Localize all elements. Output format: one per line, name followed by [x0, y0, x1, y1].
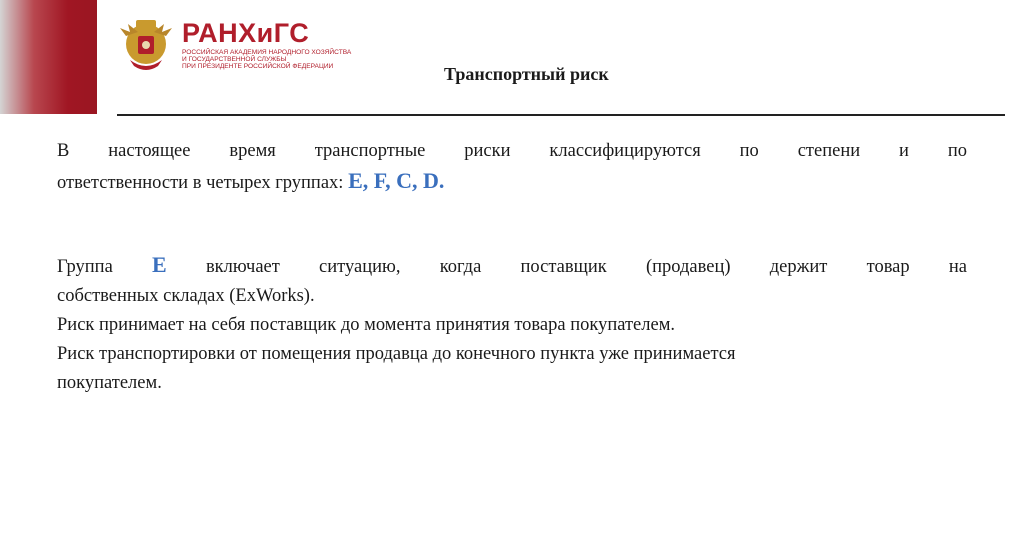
paragraph-group-e: [57, 250, 967, 398]
risk-groups-highlight: E, F, C, D.: [348, 168, 445, 193]
paragraph-line: [57, 166, 967, 198]
paragraph-line: покупателем.: [57, 373, 162, 393]
paragraph-line: [57, 250, 967, 282]
paragraph-line: Риск транспортировки от помещения продавца до конечного пункта уже принимается: [57, 344, 736, 364]
paragraph-line: Риск принимает на себя поставщик до момента принятия товара покупателем.: [57, 315, 676, 335]
paragraph-line: В настоящее время транспортные риски классифицируются по степени и по: [57, 141, 967, 161]
paragraph-text: ответственности в четырех группах:: [57, 173, 349, 193]
logo-subtitle-line: ПРИ ПРЕЗИДЕНТЕ РОССИЙСКОЙ ФЕДЕРАЦИИ: [182, 63, 334, 70]
logo-subtitle-line: И ГОСУДАРСТВЕННОЙ СЛУЖБЫ: [182, 56, 287, 63]
header-accent-bar: [0, 0, 97, 114]
eagle-emblem-icon: [118, 18, 174, 74]
logo-subtitle-line: РОССИЙСКАЯ АКАДЕМИЯ НАРОДНОГО ХОЗЯЙСТВА: [182, 49, 352, 56]
paragraph-line: собственных складах (ExWorks).: [57, 286, 315, 306]
paragraph-text: Группа: [57, 257, 153, 277]
ranepa-logo: [118, 18, 352, 74]
logo-wordmark: РАНХиГС: [182, 18, 310, 48]
paragraph-text: включает ситуацию, когда поставщик (продавец) держит товар на: [166, 257, 967, 277]
group-e-highlight: E: [152, 252, 167, 277]
title-divider: [117, 114, 1005, 116]
slide-title: Транспортный риск: [444, 64, 609, 84]
paragraph-classification: [57, 137, 967, 198]
